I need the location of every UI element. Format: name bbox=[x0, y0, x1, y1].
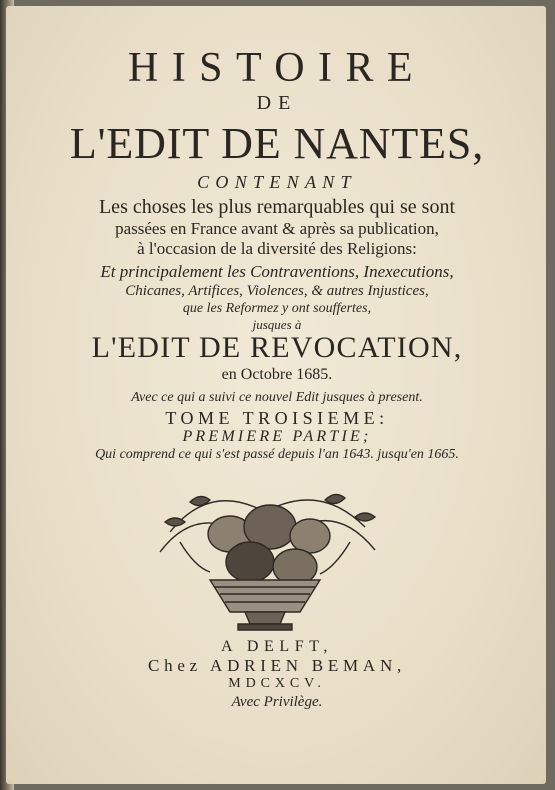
description-line-2: passées en France avant & après sa publication, bbox=[115, 219, 439, 238]
imprint-city: A DELFT, bbox=[220, 638, 334, 655]
italic-line-4: jusques à bbox=[252, 317, 302, 332]
fruit-basket-woodcut bbox=[150, 472, 380, 640]
title-histoire: HISTOIRE bbox=[127, 45, 427, 91]
contenant-label: CONTENANT bbox=[197, 172, 357, 192]
description-line-1: Les choses les plus remarquables qui se sont bbox=[98, 196, 456, 218]
italic-line-1: Et principalement les Contraventions, Inexecutions, bbox=[100, 262, 454, 281]
premiere-partie: PREMIERE PARTIE; bbox=[182, 428, 372, 445]
avec-ce-line: Avec ce qui a suivi ce nouvel Edit jusques à present. bbox=[131, 390, 423, 405]
description-line-3: à l'occasion de la diversité des Religions: bbox=[137, 239, 417, 258]
italic-line-3: que les Reformez y ont souffertes, bbox=[182, 301, 372, 316]
revocation-date: en Octobre 1685. bbox=[221, 366, 333, 383]
comprend-line: Qui comprend ce qui s'est passé depuis l'an 1643. jusqu'en 1665. bbox=[95, 447, 459, 462]
title-edit-de-nantes: L'EDIT DE NANTES, bbox=[69, 119, 485, 168]
imprint-publisher: Chez ADRIEN BEMAN, bbox=[147, 656, 407, 675]
imprint-privilege: Avec Privilège. bbox=[231, 694, 323, 710]
italic-line-2: Chicanes, Artifices, Violences, & autres Injustices, bbox=[125, 283, 429, 299]
title-edit-de-revocation: L'EDIT DE REVOCATION, bbox=[91, 331, 463, 364]
imprint-year: MDCXCV. bbox=[228, 676, 326, 691]
title-de: DE bbox=[256, 92, 298, 114]
tome-troisieme: TOME TROISIEME: bbox=[165, 408, 389, 428]
